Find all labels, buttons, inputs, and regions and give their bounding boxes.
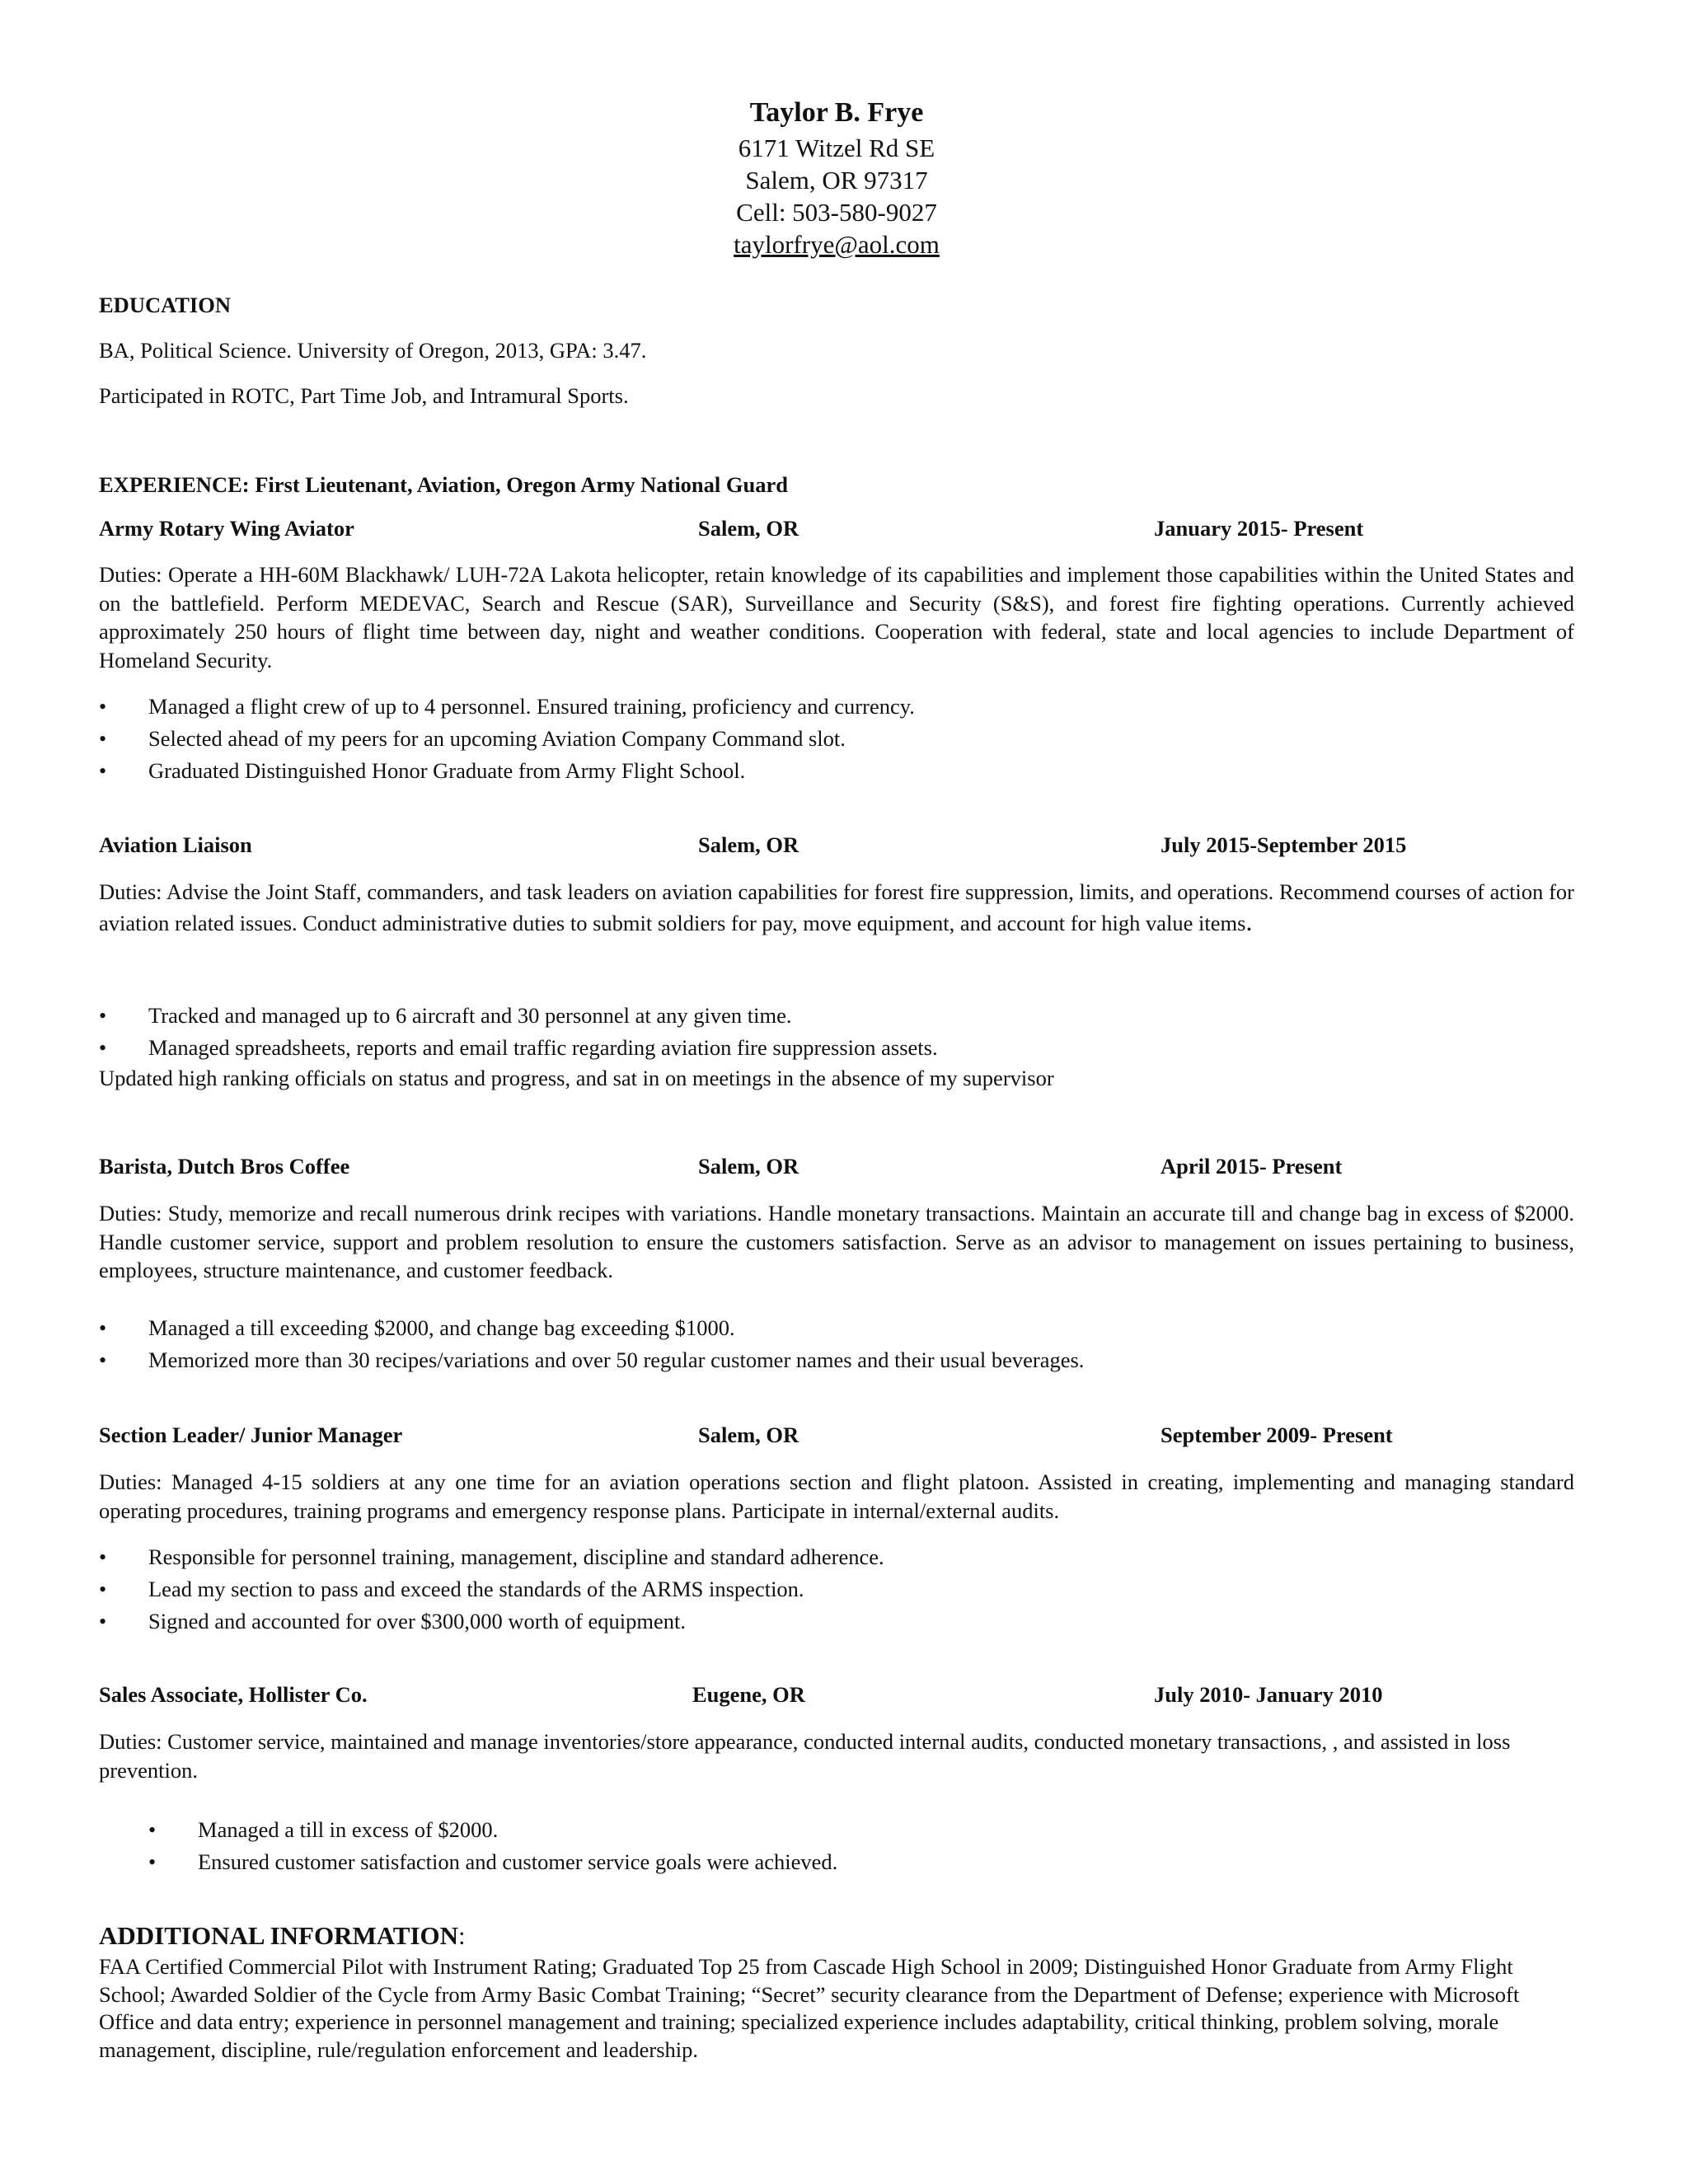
cell-phone: Cell: 503-580-9027 [736,198,937,227]
job-role: Barista, Dutch Bros Coffee [99,1154,350,1179]
job-duties: Duties: Managed 4-15 soldiers at any one time for an aviation operations section and flight platoon. Assisted in creating, implementing and managing standard operating procedures, training programs and emergency response plans. Participate in internal/external audits. [99,1469,1574,1523]
address-line-2: Salem, OR 97317 [745,166,928,194]
list-item: • Memorized more than 30 recipes/variations and over 50 regular customer names and their usual beverages. [99,1344,1084,1376]
job-dates: September 2009- Present [1160,1422,1393,1447]
list-item: • Responsible for personnel training, management, discipline and standard adherence. [99,1541,884,1573]
job-duties: Duties: Advise the Joint Staff, commanders, and task leaders on aviation capabilities for forest fire suppression, limits, and operations. Recommend courses of action for aviation related issues. Conduct administrative duties to submit soldiers for pay, move equipment, and account for high value items. [99,879,1574,936]
experience-heading: EXPERIENCE: First Lieutenant, Aviation, Oregon Army National Guard [99,472,789,497]
list-item: • Selected ahead of my peers for an upcoming Aviation Company Command slot. [99,723,915,755]
job-bullets [99,1312,1084,1376]
job-duties: Duties: Study, memorize and recall numerous drink recipes with variations. Handle monetary transactions. Maintain an accurate till and change bag in excess of $2000. Handle customer service, support and problem resolution to ensure the customers satisfaction. Serve as an advisor to management on issues pertaining to business, employees, structure maintenance, and customer feedback. [99,1201,1574,1282]
job-location: Salem, OR [698,1154,799,1179]
job-bullets [99,1000,938,1064]
job-location: Salem, OR [698,516,799,541]
job-dates: July 2015-September 2015 [1160,832,1407,857]
job-dates: April 2015- Present [1160,1154,1343,1179]
education-degree: BA, Political Science. University of Oregon, 2013, GPA: 3.47. [99,338,647,363]
education-heading: EDUCATION [99,293,231,317]
job-header-aviator [99,516,1574,546]
job-duties: Duties: Operate a HH-60M Blackhawk/ LUH-72A Lakota helicopter, retain knowledge of its capabilities and implement those capabilities within the United States and on the battlefield. Perform MEDEVAC, Search and Rescue (SAR), Surveillance and Security (S&S), and forest fire fighting operations. Currently achieved approximately 250 hours of flight time between day, night and weather conditions. Cooperation with federal, state and local agencies to include Department of Homeland Security. [99,562,1574,673]
job-header-barista [99,1154,1574,1183]
candidate-name: Taylor B. Frye [749,97,924,128]
education-activities: Participated in ROTC, Part Time Job, and Intramural Sports. [99,383,629,408]
list-item: • Tracked and managed up to 6 aircraft and 30 personnel at any given time. [99,1000,938,1032]
email-link[interactable]: taylorfrye@aol.com [734,230,940,259]
job-dates: January 2015- Present [1154,516,1364,541]
address-line-1: 6171 Witzel Rd SE [738,134,935,162]
job-dates: July 2010- January 2010 [1154,1682,1383,1707]
job-header-section-leader [99,1422,1574,1452]
list-item: • Managed spreadsheets, reports and email traffic regarding aviation fire suppression assets. [99,1032,938,1064]
job-header-liaison [99,832,1574,862]
job-location: Salem, OR [698,1422,799,1447]
job-role: Aviation Liaison [99,832,252,857]
list-item: • Managed a flight crew of up to 4 personnel. Ensured training, proficiency and currency. [99,691,915,723]
job-role: Sales Associate, Hollister Co. [99,1682,368,1707]
job-bullets [148,1814,837,1878]
job-note: Updated high ranking officials on status and progress, and sat in on meetings in the absence of my supervisor [99,1066,1054,1090]
list-item: • Graduated Distinguished Honor Graduate from Army Flight School. [99,755,915,787]
job-bullets [99,691,915,787]
list-item: • Ensured customer satisfaction and customer service goals were achieved. [148,1846,837,1878]
list-item: • Signed and accounted for over $300,000 worth of equipment. [99,1605,884,1638]
list-item: • Lead my section to pass and exceed the standards of the ARMS inspection. [99,1573,884,1605]
job-role: Army Rotary Wing Aviator [99,516,354,541]
list-item: • Managed a till exceeding $2000, and change bag exceeding $1000. [99,1312,1084,1344]
job-bullets [99,1541,884,1638]
additional-heading: ADDITIONAL INFORMATION: [99,1921,466,1950]
job-role: Section Leader/ Junior Manager [99,1422,403,1447]
job-location: Eugene, OR [692,1682,805,1707]
job-duties: Duties: Customer service, maintained and manage inventories/store appearance, conducted internal audits, conducted monetary transactions, , and assisted in loss prevention. [99,1729,1511,1783]
job-location: Salem, OR [698,832,799,857]
additional-text: FAA Certified Commercial Pilot with Instrument Rating; Graduated Top 25 from Cascade High School in 2009; Distinguished Honor Graduate from Army Flight School; Awarded Soldier of the Cycle from Army Basic Combat Training; “Secret” security clearance from the Department of Defense; experience with Microsoft Office and data entry; experience in personnel management and training; specialized experience includes adaptability, critical thinking, problem solving, morale management, discipline, rule/regulation enforcement and leadership. [99,1954,1520,2062]
list-item: • Managed a till in excess of $2000. [148,1814,837,1846]
job-header-sales-associate [99,1682,1574,1712]
